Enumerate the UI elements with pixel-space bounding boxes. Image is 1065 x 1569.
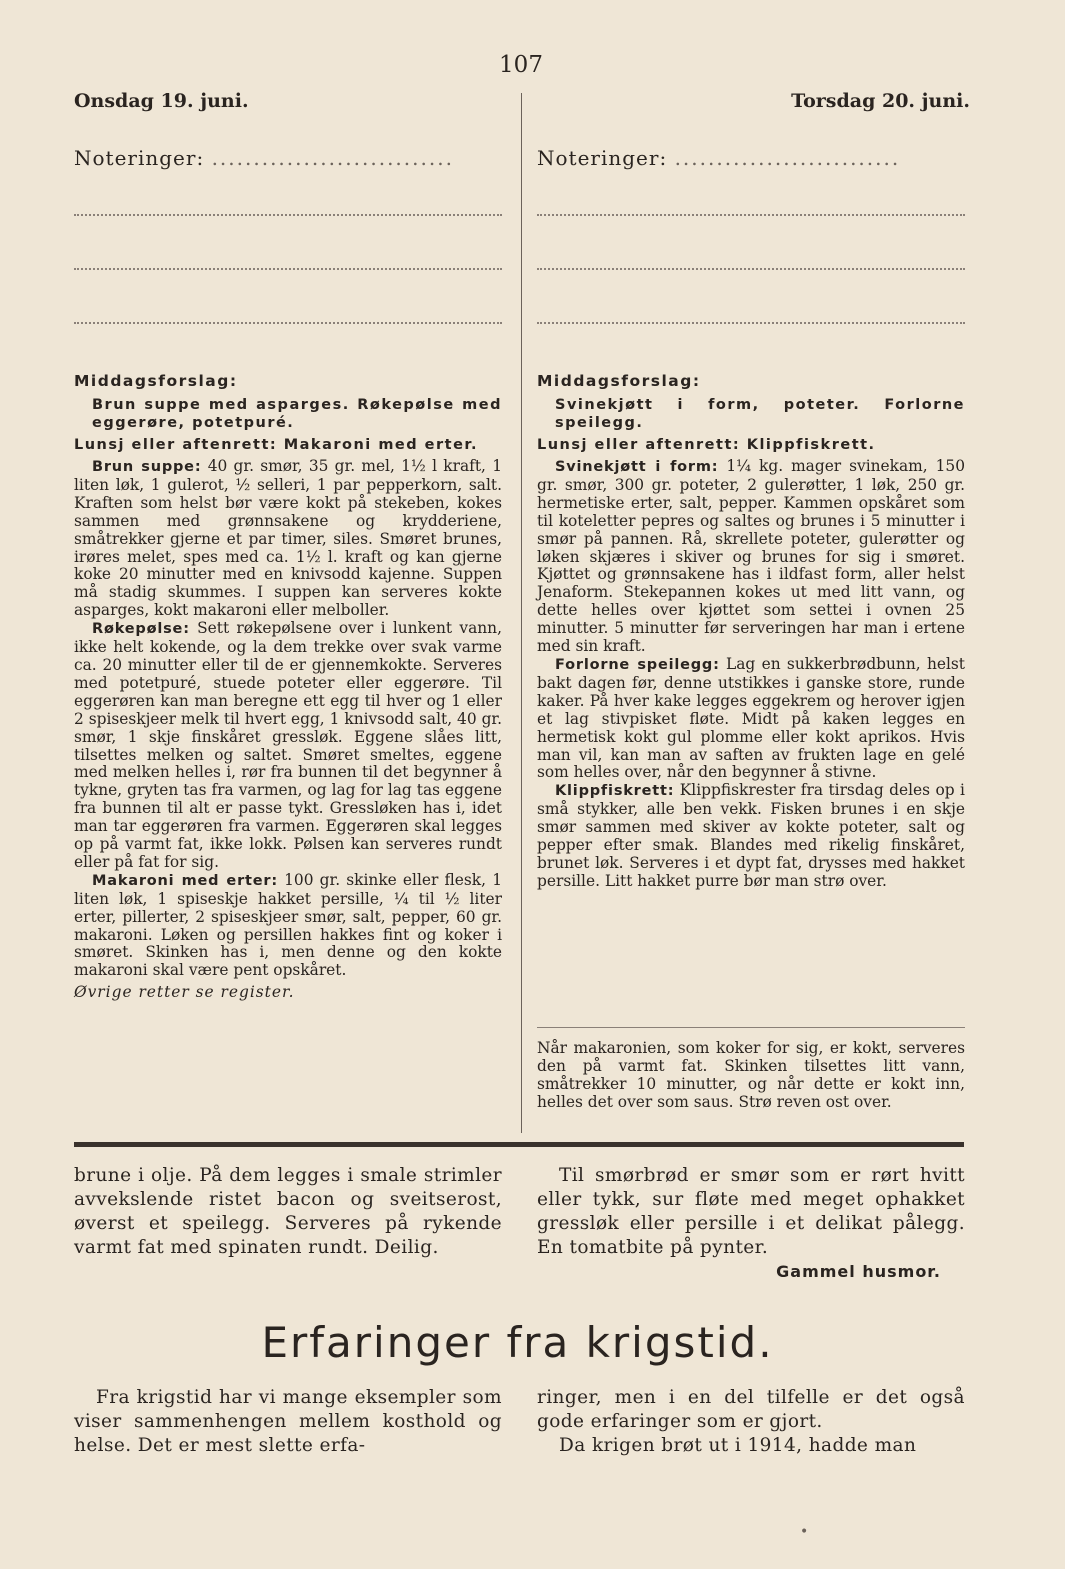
recipes-left <box>74 372 502 1002</box>
recipe-title: Makaroni med erter: <box>92 872 278 889</box>
recipe-svinekjott: Svinekjøtt i form: 1¼ kg. mager svinekam, 150 gr. smør, 300 gr. poteter, 2 gulerøtter, 1 løk, 250 gr. hermetiske erter, salt, pepper. Kammen opskåret som til koteletter pepres og saltes og brunes i 5 minutter i smør på pannen. Rå, skrellete poteter, gulerøtter og løken skjæres i skiver og brunes for sig i smøret. Kjøttet og grønnsakene has i ildfast form, aller helst Jenaform. Stekepannen kokes ut med litt vann, og dette helles over kjøttet som settei i ovnen 25 minutter. 5 minutter før serveringen har man i ertene med sin kraft. <box>537 457 965 656</box>
makaroni-continuation: Når makaronien, som koker for sig, er kokt, serveres den på varmt fat. Skinken tilsettes litt vann, småtrekker 10 minutter, og når dette er kokt inn, helles det over som saus. Strø reven ost over. <box>537 1039 965 1111</box>
column-divider <box>521 93 522 1133</box>
notes-label-right: Noteringer: <box>537 146 668 170</box>
recipe-klippfiskrett: Klippfiskrett: Klippfiskrester fra tirsdag deles op i små stykker, alle ben vekk. Fisken brunes i en skje smør sammen med skiver av kokte poteter, salt og pepper efter smak. Blandes med rikelig finskåret, brunet løk. Serveres i et dypt fat, drysses med hakket persille. Litt hakket purre bør man strø over. <box>537 781 965 890</box>
middag-label-right: Middagsforslag: <box>537 372 701 390</box>
notes-line-right-3 <box>537 322 965 324</box>
article-right-column: ringer, men i en del tilfelle er det også gode erfaringer som er gjort. Da krigen brøt ut i 1914, hadde man <box>537 1387 965 1456</box>
notes-line-right-2 <box>537 268 965 270</box>
register-note: Øvrige retter se register. <box>74 983 295 1002</box>
recipes-right <box>537 372 965 891</box>
recipe-title: Brun suppe: <box>92 459 202 475</box>
article-title: Erfaringer fra krigstid. <box>261 1318 774 1367</box>
notes-label-left: Noteringer: <box>74 146 205 170</box>
thin-rule <box>537 1027 965 1028</box>
recipe-brun-suppe: Brun suppe: 40 gr. smør, 35 gr. mel, 1½ l kraft, 1 liten løk, 1 gulerot, ½ selleri, 1 par pepperkorn, salt. Kraften som helst bør være kokt på stekeben, kokes sammen med grønnsakene og krydderiene, småtrekker gjerne et par timer, siles. Smøret brunes, irøres melet, spes med ca. 1½ l. kraft og kan gjerne koke 20 minutter med en knivsodd kajenne. Suppen må stadig skummes. I suppen kan serveres kokte asparges, kokt makaroni eller melboller. <box>74 457 502 620</box>
notes-section-right <box>537 146 965 170</box>
lunch-suggestion-left: Lunsj eller aftenrett: Makaroni med erter. <box>74 437 479 453</box>
signature: Gammel husmor. <box>776 1262 941 1281</box>
recipe-makaroni: Makaroni med erter: 100 gr. skinke eller flesk, 1 liten løk, 1 spiseskje hakket persille, ¼ til ½ liter erter, pillerter, 2 spiseskjeer smør, salt, pepper, 60 gr. makaroni. Løken og persillen hakkes fint og koker i smøret. Skinken has i, men denne og den kokte makaroni skal være pent opskåret. <box>74 870 502 980</box>
lunch-suggestion-right: Lunsj eller aftenrett: Klippfiskrett. <box>537 437 876 453</box>
recipe-title: Forlorne speilegg: <box>555 656 720 673</box>
notes-dots: ............................. <box>211 146 454 170</box>
middag-label-left: Middagsforslag: <box>74 372 238 390</box>
recipe-forlorne-speilegg: Forlorne speilegg: Lag en sukkerbrødbunn, helst bakt dagen før, denne utstikkes i ganske store, runde kaker. På hver kake legges eggekrem og herover igjen et lag stivpisket fløte. Midt på kaken legges en hermetisk kokt gul plomme eller kokt aprikos. Hvis man vil, kan man av saften av frukten lage en gelé som helles over, når den begynner å stivne. <box>537 654 965 782</box>
recipe-rokepolse: Røkepølse: Sett røkepølsene over i lunkent vann, ikke helt kokende, og la dem trekke over svak varme ca. 20 minutter eller til de er gjennemkokte. Serveres med potetpuré, stuede poteter eller eggerøre. Til eggerøren kan man beregne ett egg til hver og 1 eller 2 spiseskjeer melk til hvert egg, 1 knivsodd salt, 40 gr. smør, 1 skje finskåret gressløk. Eggene slåes litt, tilsettes melken og saltet. Smøret smeltes, eggene med melken helles i, rør fra bunnen til det begynner å tykne, gryten tas fra varmen, og lag for lag tas eggene fra bunnen til alt er passe tykt. Gressløken has i, idet man tar eggerøren fra varmen. Eggerøren skal legges op på varmt fat, ikke lokk. Pølsen kan serveres rundt eller på fat for sig. <box>74 619 502 871</box>
notes-section-left <box>74 146 502 170</box>
notes-dots: ........................... <box>674 146 901 170</box>
notes-line-left-1 <box>74 214 502 216</box>
print-mark: • <box>800 1524 809 1540</box>
day-heading-left: Onsdag 19. juni. <box>74 90 249 112</box>
recipe-title: Svinekjøtt i form: <box>555 459 719 475</box>
day-heading-right: Torsdag 20. juni. <box>791 90 970 112</box>
lower-left-text: brune i olje. På dem legges i smale strimler avvekslende ristet bacon og sveitserost, øverst et speilegg. Serveres på rykende varmt fat med spinaten rundt. Deilig. <box>74 1165 502 1258</box>
lower-right-text: Til smørbrød er smør som er rørt hvitt eller tykk, sur fløte med meget ophakket gressløk eller persille i et delikat pålegg. En tomatbite på pynter. Gammel husmor. <box>537 1164 965 1284</box>
menu-suggestion-right: Svinekjøtt i form, poteter. Forlorne speilegg. <box>555 397 965 431</box>
notes-line-right-1 <box>537 214 965 216</box>
recipe-title: Røkepølse: <box>92 621 190 638</box>
menu-suggestion-left: Brun suppe med asparges. Røkepølse med eggerøre, potetpuré. <box>92 397 502 431</box>
notes-line-left-2 <box>74 268 502 270</box>
article-left-column: Fra krigstid har vi mange eksempler som viser sammenhengen mellem kosthold og helse. Det er mest slette erfa- <box>74 1387 502 1456</box>
notes-line-left-3 <box>74 322 502 324</box>
recipe-title: Klippfiskrett: <box>555 783 675 800</box>
page-number: 107 <box>499 52 543 78</box>
section-rule <box>74 1142 964 1147</box>
